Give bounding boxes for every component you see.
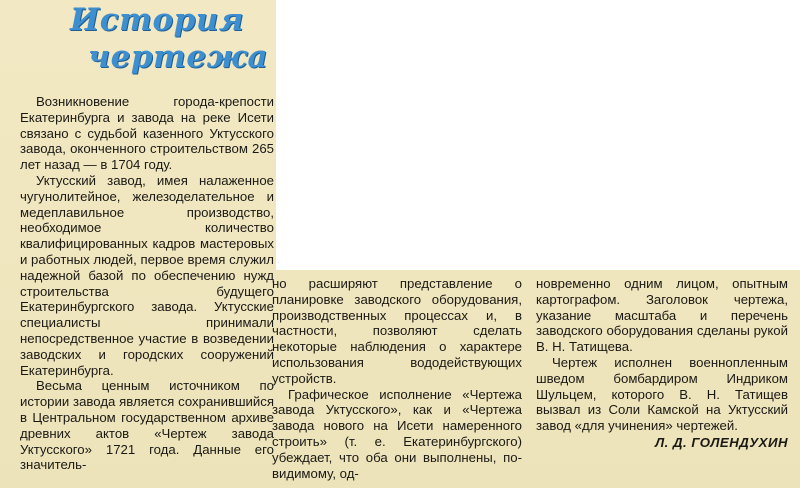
paragraph: новременно одним лицом, опытным картографом. Заголовок чертежа, указание масштаба и перечень заводского оборудования сделаны рукой В. Н. Татищева. xyxy=(536,276,788,355)
article-title xyxy=(70,2,270,76)
paragraph: Чертеж исполнен военнопленным шведом бомбардиром Индриком Шульцем, которого В. Н. Татищев вызвал из Соли Камской на Уктусский завод «для учинения» чертежей. xyxy=(536,354,788,434)
title-line-2: чертежа xyxy=(88,39,269,75)
text-column-2 xyxy=(272,276,522,481)
paragraph: Уктусский завод, имея налаженное чугунолитейное, железоделательное и медеплавильное производство, необходимое количество квалифицированных кадров мастеровых и работных людей, первое время служил надежной базой по обеспечению нужд строительства будущего Екатеринбургского завода. Уктусские специалисты принимали непосредственное участие в возведении заводских и городских сооружений Екатеринбурга. xyxy=(20,172,274,378)
title-line-1: История xyxy=(70,2,245,38)
text-column-1 xyxy=(20,94,274,473)
text-column-3 xyxy=(536,276,788,451)
blank-illustration-area xyxy=(276,0,800,270)
paragraph: но расширяют представление о планировке заводского оборудования, производственных процессах и, в частности, позволяют сделать некоторые наблюдения о характере использования вододействующих устройств. xyxy=(272,276,522,386)
paragraph: Весьма ценным источником по истории завода является сохранившийся в Центральном государственном архиве древних актов «Чертеж завода Уктусского» 1721 года. Данные его значитель- xyxy=(20,378,274,473)
author-signature: Л. Д. ГОЛЕНДУХИН xyxy=(655,434,788,450)
paragraph: Графическое исполнение «Чертежа завода Уктусского», как и «Чертежа завода нового на Исети намеренного строить» (т. е. Екатеринбургского) убеждает, что оба они выполнены, по-видимому, од- xyxy=(272,386,522,481)
paragraph: Возникновение города-крепости Екатеринбурга и завода на реке Исети связано с судьбой казенного Уктусского завода, оконченного строительством 265 лет назад — в 1704 году. xyxy=(20,94,274,173)
